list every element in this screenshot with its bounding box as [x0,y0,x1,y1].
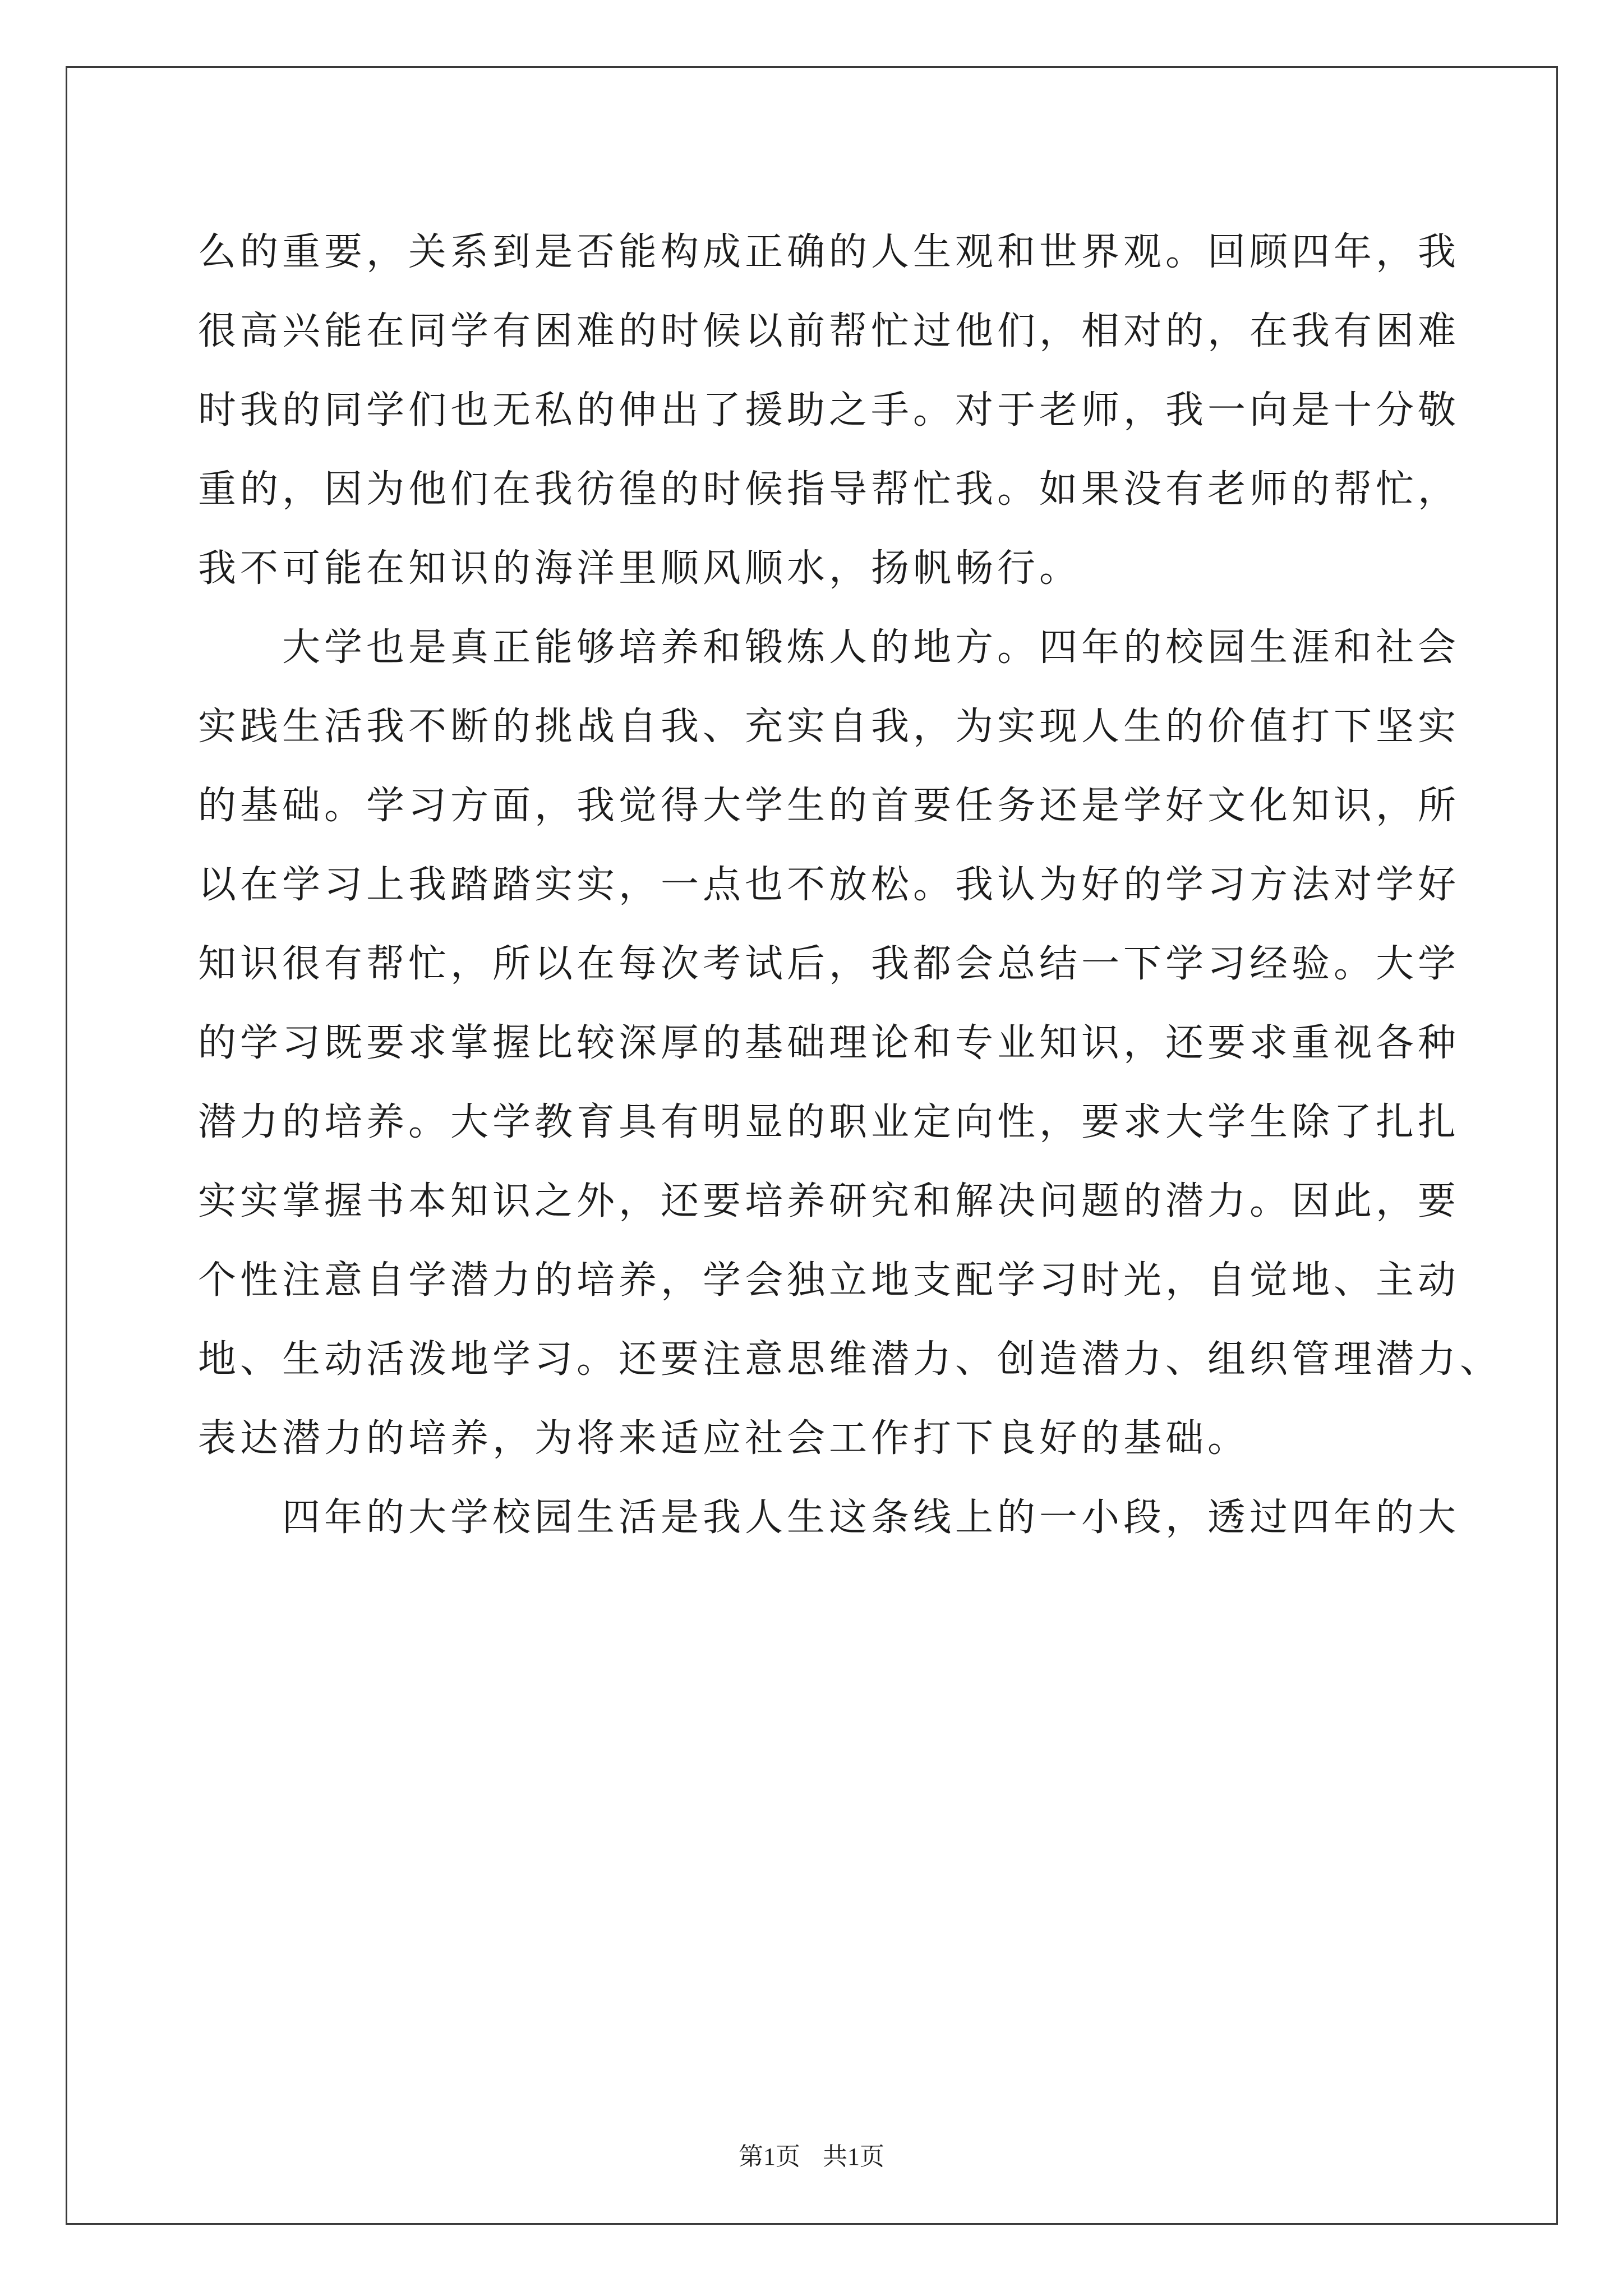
text-line: 实践生活我不断的挑战自我、充实自我，为实现人生的价值打下坚实 [198,705,1460,749]
text-line: 个性注意自学潜力的培养，学会独立地支配学习时光，自觉地、主动 [198,1258,1460,1303]
text-line: 的学习既要求掌握比较深厚的基础理论和专业知识，还要求重视各种 [198,1021,1460,1065]
text-line: 实实掌握书本知识之外，还要培养研究和解决问题的潜力。因此，要 [198,1179,1460,1223]
text-line: 地、生动活泼地学习。还要注意思维潜力、创造潜力、组织管理潜力、 [198,1337,1502,1382]
page-number: 第1页 [739,2143,800,2170]
text-line: 四年的大学校园生活是我人生这条线上的一小段，透过四年的大 [198,1496,1460,1540]
text-line: 潜力的培养。大学教育具有明显的职业定向性，要求大学生除了扎扎 [198,1100,1460,1144]
text-line: 大学也是真正能够培养和锻炼人的地方。四年的校园生涯和社会 [198,625,1460,670]
text-line: 么的重要，关系到是否能构成正确的人生观和世界观。回顾四年，我 [198,230,1460,274]
page-footer [0,2140,1623,2174]
text-line: 以在学习上我踏踏实实，一点也不放松。我认为好的学习方法对学好 [198,863,1460,907]
text-line: 重的，因为他们在我彷徨的时候指导帮忙我。如果没有老师的帮忙， [198,467,1460,512]
text-line: 我不可能在知识的海洋里顺风顺水，扬帆畅行。 [198,546,1082,591]
text-line: 的基础。学习方面，我觉得大学生的首要任务还是学好文化知识，所 [198,784,1460,828]
text-line: 很高兴能在同学有困难的时候以前帮忙过他们，相对的，在我有困难 [198,309,1460,353]
text-line: 表达潜力的培养，为将来适应社会工作打下良好的基础。 [198,1416,1250,1461]
text-line: 知识很有帮忙，所以在每次考试后，我都会总结一下学习经验。大学 [198,942,1460,986]
page-count: 共1页 [823,2143,884,2170]
text-line: 时我的同学们也无私的伸出了援助之手。对于老师，我一向是十分敬 [198,388,1460,432]
